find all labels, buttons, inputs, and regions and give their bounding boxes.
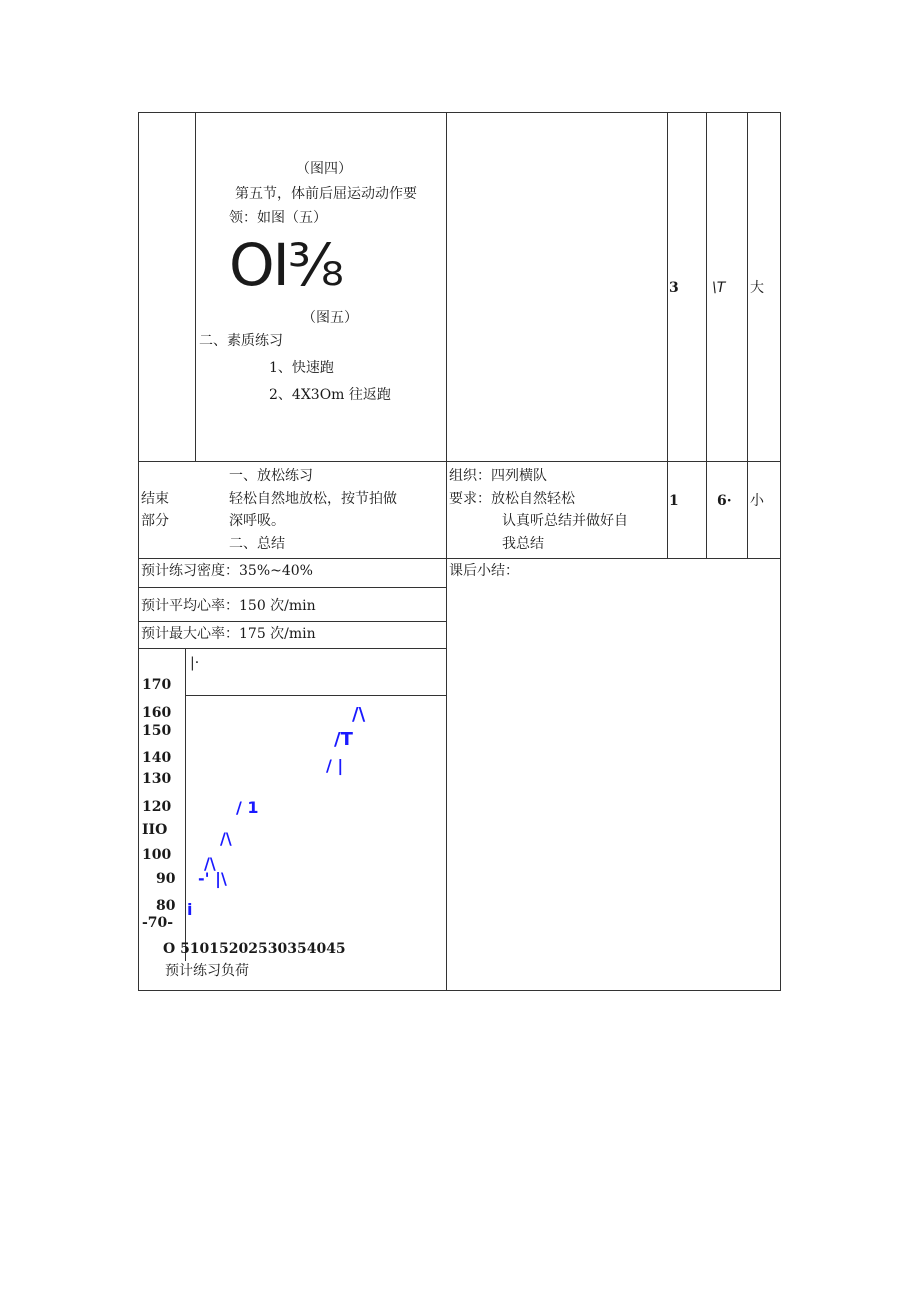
chart-title: 预计练习负荷 [165, 963, 249, 979]
col-divider-label [195, 112, 196, 461]
table-left-border [138, 112, 139, 991]
section5-line1: 第五节，体前后屈运动动作要 [235, 186, 417, 202]
density-stat: 预计练习密度：35%~40% [141, 563, 313, 579]
col-divider-c [747, 112, 748, 559]
chart-y-tick-label: -70- [142, 915, 174, 931]
end-col-a: 1 [669, 493, 679, 509]
chart-y-tick-label: 150 [142, 723, 172, 739]
chart-y-tick-label: 140 [142, 750, 172, 766]
col-divider-a [667, 112, 668, 559]
relax-line2: 深呼吸。 [229, 513, 285, 529]
table-right-border [780, 112, 781, 991]
end-label-line2: 部分 [141, 513, 169, 529]
chart-mark: /\ [220, 829, 232, 848]
chart-inner-divider [185, 695, 446, 696]
chart-y-tick-label: 100 [142, 847, 172, 863]
table-top-border [138, 112, 781, 113]
chart-y-tick-label: 170 [142, 677, 172, 693]
fig4-caption: （图四） [296, 161, 352, 177]
chart-mark: /\ [204, 854, 216, 873]
summary-title: 二、总结 [229, 536, 285, 552]
table-bottom-border [138, 990, 781, 991]
chart-y-tick-label: IIO [142, 822, 168, 838]
end-col-c: 小 [750, 493, 764, 509]
chart-y-tick-label: 130 [142, 771, 172, 787]
chart-y-tick-label: 90 [156, 871, 176, 887]
quality-item-1: 1、快速跑 [269, 360, 334, 376]
top-col-a: 3 [669, 280, 679, 296]
chart-y-axis [185, 648, 186, 961]
chart-y-tick-label: 120 [142, 799, 172, 815]
chart-header-mark: |· [190, 655, 200, 671]
row-divider-avg [138, 587, 446, 588]
fig5-illustration: OI⅜ [229, 231, 342, 299]
requirement: 要求：放松自然轻松 [449, 491, 575, 507]
relax-line1: 轻松自然地放松，按节拍做 [229, 491, 397, 507]
quality-item-2: 2、4X3Om 往返跑 [269, 387, 391, 403]
chart-mark: / 1 [236, 798, 259, 817]
row-divider-end [138, 461, 781, 462]
top-col-b: \T [712, 280, 726, 296]
requirement-line3: 我总结 [502, 536, 544, 552]
row-divider-max [138, 621, 446, 622]
chart-y-tick-label: 80 [156, 898, 176, 914]
fig5-caption: （图五） [302, 310, 358, 326]
organization: 组织：四列横队 [449, 468, 547, 484]
chart-mark: /\ [352, 704, 366, 725]
end-col-b: 6· [717, 493, 732, 509]
chart-y-tick-label: 160 [142, 705, 172, 721]
chart-mark: i [187, 900, 193, 919]
quality-training-title: 二、素质练习 [199, 333, 283, 349]
col-divider-b [706, 112, 707, 559]
chart-mark: -' |\ [198, 869, 227, 888]
chart-mark: / | [326, 756, 344, 775]
after-class-summary: 课后小结： [449, 563, 519, 579]
end-label-line1: 结束 [141, 491, 169, 507]
max-heart-rate: 预计最大心率：175 次/min [141, 626, 316, 642]
row-divider-stats [138, 558, 781, 559]
avg-heart-rate: 预计平均心率：150 次/min [141, 598, 316, 614]
top-col-c: 大 [750, 280, 764, 296]
chart-x-tick-labels: O 51015202530354045 [163, 941, 346, 957]
relax-title: 一、放松练习 [229, 468, 313, 484]
requirement-line2: 认真听总结并做好自 [502, 513, 628, 529]
section5-line2: 领：如图（五） [229, 210, 327, 226]
chart-mark: /T [334, 729, 353, 750]
col-divider-content [446, 112, 447, 991]
